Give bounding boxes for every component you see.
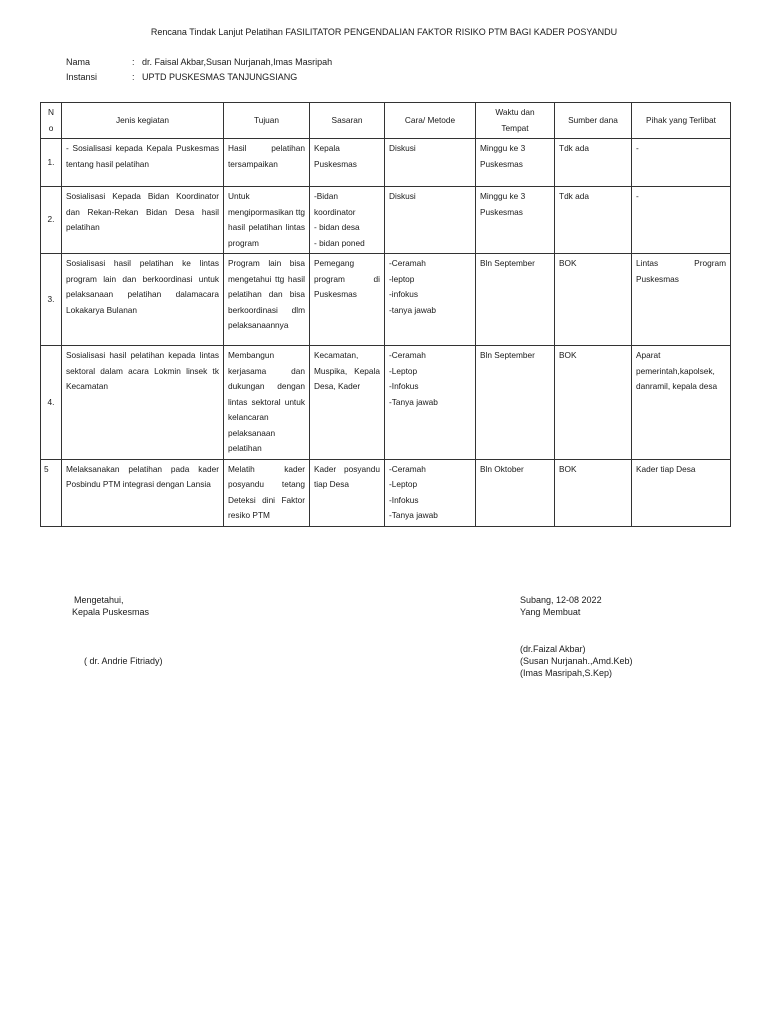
header-tujuan: Tujuan (224, 103, 310, 139)
table-row (41, 187, 731, 254)
row-pihak: Kader tiap Desa (632, 459, 731, 526)
nama-value: dr. Faisal Akbar,Susan Nurjanah,Imas Masripah (142, 57, 333, 67)
sig-right-line2: Yang Membuat (520, 607, 581, 617)
header-sasaran: Sasaran (310, 103, 385, 139)
row-cara: Diskusi (385, 187, 476, 254)
sig-left-line1: Mengetahui, (74, 595, 124, 605)
row-waktu: Minggu ke 3 Puskesmas (476, 139, 555, 187)
row-waktu: Minggu ke 3 Puskesmas (476, 187, 555, 254)
sig-right-name1: (dr.Faizal Akbar) (520, 644, 586, 654)
header-jenis: Jenis kegiatan (62, 103, 224, 139)
instansi-value: UPTD PUSKESMAS TANJUNGSIANG (142, 72, 298, 82)
header-waktu: Waktu dan Tempat (476, 103, 555, 139)
sig-right-line1: Subang, 12-08 2022 (520, 595, 602, 605)
row-no: 2. (41, 187, 62, 254)
row-no: 5 (41, 459, 62, 526)
row-cara: -Ceramah -leptop -infokus -tanya jawab (385, 254, 476, 346)
meta-nama (66, 57, 332, 67)
row-sasaran: Kader posyandu tiap Desa (310, 459, 385, 526)
nama-colon: : (132, 57, 135, 67)
table-header-row (41, 103, 731, 139)
row-sumber: Tdk ada (555, 139, 632, 187)
row-waktu: Bln Oktober (476, 459, 555, 526)
signature-left (74, 594, 149, 618)
row-sumber: BOK (555, 346, 632, 460)
row-tujuan: Program lain bisa mengetahui ttg hasil pelatihan dan bisa berkoordinasi dlm pelaksanaannya (224, 254, 310, 346)
row-sumber: BOK (555, 254, 632, 346)
sig-right-name2: (Susan Nurjanah.,Amd.Keb) (520, 656, 633, 666)
row-jenis: Sosialisasi hasil pelatihan kepada lintas sektoral dalam acara Lokmin linsek tk Kecamatan (62, 346, 224, 460)
row-tujuan: Membangun kerjasama dan dukungan dengan lintas sektoral untuk kelancaran pelaksanaan pelatihan (224, 346, 310, 460)
row-pihak: - (632, 187, 731, 254)
row-sumber: Tdk ada (555, 187, 632, 254)
table-row (41, 139, 731, 187)
row-cara: -Ceramah -Leptop -Infokus -Tanya jawab (385, 459, 476, 526)
header-cara: Cara/ Metode (385, 103, 476, 139)
meta-instansi (66, 72, 297, 82)
row-tujuan: Untuk mengipormasikan ttg hasil pelatihan lintas program (224, 187, 310, 254)
document-title: Rencana Tindak Lanjut Pelatihan FASILITATOR PENGENDALIAN FAKTOR RISIKO PTM BAGI KADER POSYANDU (150, 27, 618, 37)
table-row (41, 254, 731, 346)
row-waktu: Bln September (476, 346, 555, 460)
row-tujuan: Hasil pelatihan tersampaikan (224, 139, 310, 187)
instansi-colon: : (132, 72, 135, 82)
row-no: 4. (41, 346, 62, 460)
sig-left-line2: Kepala Puskesmas (72, 607, 150, 617)
signature-right (520, 594, 602, 618)
header-pihak: Pihak yang Terlibat (632, 103, 731, 139)
row-cara: -Ceramah -Leptop -Infokus -Tanya jawab (385, 346, 476, 460)
rtl-table (40, 102, 731, 527)
sig-right-name3: (Imas Masripah,S.Kep) (520, 668, 613, 678)
row-pihak: Aparat pemerintah,kapolsek, danramil, kepala desa (632, 346, 731, 460)
header-no: N o (41, 103, 62, 139)
row-sasaran: -Bidan koordinator - bidan desa - bidan poned (310, 187, 385, 254)
instansi-label: Instansi (66, 72, 98, 82)
sig-left-name: ( dr. Andrie Fitriady) (84, 656, 163, 666)
signature-right-names (520, 643, 633, 679)
row-sasaran: Kecamatan, Muspika, Kepala Desa, Kader (310, 346, 385, 460)
row-sumber: BOK (555, 459, 632, 526)
row-jenis: Sosialisasi hasil pelatihan ke lintas program lain dan berkoordinasi untuk pelaksanaan pelatihan dalamacara Lokakarya Bulanan (62, 254, 224, 346)
row-tujuan: Melatih kader posyandu tetang Deteksi dini Faktor resiko PTM (224, 459, 310, 526)
row-sasaran: Kepala Puskesmas (310, 139, 385, 187)
row-jenis: Sosialisasi Kepada Bidan Koordinator dan Rekan-Rekan Bidan Desa hasil pelatihan (62, 187, 224, 254)
header-sumber: Sumber dana (555, 103, 632, 139)
table-row (41, 459, 731, 526)
table-row (41, 346, 731, 460)
row-jenis: - Sosialisasi kepada Kepala Puskesmas tentang hasil pelatihan (62, 139, 224, 187)
row-sasaran: Pemegang program di Puskesmas (310, 254, 385, 346)
row-no: 3. (41, 254, 62, 346)
row-cara: Diskusi (385, 139, 476, 187)
row-pihak: Lintas Program Puskesmas (632, 254, 731, 346)
nama-label: Nama (66, 57, 91, 67)
row-jenis: Melaksanakan pelatihan pada kader Posbindu PTM integrasi dengan Lansia (62, 459, 224, 526)
row-pihak: - (632, 139, 731, 187)
row-waktu: Bln September (476, 254, 555, 346)
row-no: 1. (41, 139, 62, 187)
